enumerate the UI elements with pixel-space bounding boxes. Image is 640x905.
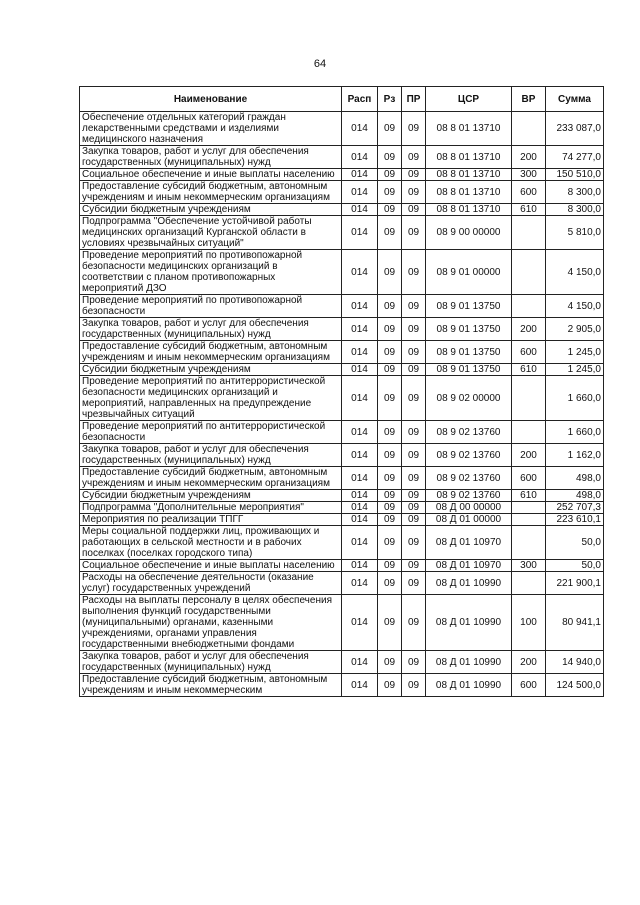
row-rz: 09 — [378, 250, 402, 295]
row-name: Закупка товаров, работ и услуг для обеспечения государственных (муниципальных) нужд — [80, 651, 342, 674]
row-rasp: 014 — [342, 318, 378, 341]
table-header — [80, 87, 604, 112]
row-pr: 09 — [402, 526, 426, 560]
row-rz: 09 — [378, 295, 402, 318]
row-sum: 1 245,0 — [546, 341, 604, 364]
table-row — [80, 376, 604, 421]
row-rasp: 014 — [342, 467, 378, 490]
row-csr: 08 9 00 00000 — [426, 216, 512, 250]
table-row — [80, 318, 604, 341]
row-sum: 221 900,1 — [546, 572, 604, 595]
row-rasp: 014 — [342, 216, 378, 250]
row-vr — [512, 295, 546, 318]
row-csr: 08 Д 01 00000 — [426, 514, 512, 526]
col-header-csr: ЦСР — [426, 87, 512, 112]
row-rz: 09 — [378, 341, 402, 364]
row-name: Предоставление субсидий бюджетным, автономным учреждениям и иным некоммерческим организациям — [80, 341, 342, 364]
row-csr: 08 Д 01 10990 — [426, 572, 512, 595]
budget-table — [79, 86, 604, 697]
row-sum: 1 245,0 — [546, 364, 604, 376]
row-csr: 08 9 01 13750 — [426, 364, 512, 376]
row-name: Проведение мероприятий по противопожарной безопасности медицинских организаций в соответствии с планом противопожарных мероприятий ДЗО — [80, 250, 342, 295]
row-sum: 8 300,0 — [546, 204, 604, 216]
row-rz: 09 — [378, 112, 402, 146]
row-name: Меры социальной поддержки лиц, проживающих и работающих в сельской местности и в рабочих поселках (поселках городского типа) — [80, 526, 342, 560]
row-pr: 09 — [402, 250, 426, 295]
row-csr: 08 8 01 13710 — [426, 169, 512, 181]
row-name: Субсидии бюджетным учреждениям — [80, 364, 342, 376]
row-name: Подпрограмма "Обеспечение устойчивой работы медицинских организаций Курганской области в условиях чрезвычайных ситуаций" — [80, 216, 342, 250]
row-rz: 09 — [378, 169, 402, 181]
row-vr — [512, 112, 546, 146]
row-csr: 08 9 01 13750 — [426, 295, 512, 318]
row-sum: 80 941,1 — [546, 595, 604, 651]
table-body — [80, 112, 604, 697]
row-csr: 08 Д 01 10990 — [426, 674, 512, 697]
row-csr: 08 8 01 13710 — [426, 181, 512, 204]
row-vr: 610 — [512, 490, 546, 502]
row-csr: 08 Д 00 00000 — [426, 502, 512, 514]
row-vr: 200 — [512, 146, 546, 169]
row-sum: 498,0 — [546, 490, 604, 502]
row-rz: 09 — [378, 651, 402, 674]
row-sum: 252 707,3 — [546, 502, 604, 514]
row-rasp: 014 — [342, 181, 378, 204]
col-header-vr: ВР — [512, 87, 546, 112]
col-header-rasp: Расп — [342, 87, 378, 112]
table-row — [80, 526, 604, 560]
row-sum: 2 905,0 — [546, 318, 604, 341]
row-rz: 09 — [378, 318, 402, 341]
row-rz: 09 — [378, 526, 402, 560]
row-vr: 610 — [512, 204, 546, 216]
row-name: Социальное обеспечение и иные выплаты населению — [80, 169, 342, 181]
row-vr: 200 — [512, 318, 546, 341]
col-header-name: Наименование — [80, 87, 342, 112]
row-vr — [512, 572, 546, 595]
table-row — [80, 467, 604, 490]
row-pr: 09 — [402, 204, 426, 216]
row-rz: 09 — [378, 560, 402, 572]
row-vr — [512, 250, 546, 295]
row-vr: 600 — [512, 467, 546, 490]
row-pr: 09 — [402, 364, 426, 376]
table-row — [80, 444, 604, 467]
row-sum: 50,0 — [546, 526, 604, 560]
row-rasp: 014 — [342, 341, 378, 364]
row-csr: 08 Д 01 10970 — [426, 560, 512, 572]
row-csr: 08 9 01 13750 — [426, 318, 512, 341]
table-row — [80, 250, 604, 295]
row-sum: 1 660,0 — [546, 421, 604, 444]
table-row — [80, 560, 604, 572]
row-rasp: 014 — [342, 674, 378, 697]
table-row — [80, 502, 604, 514]
row-name: Субсидии бюджетным учреждениям — [80, 204, 342, 216]
table-row — [80, 181, 604, 204]
row-rz: 09 — [378, 364, 402, 376]
row-vr: 600 — [512, 674, 546, 697]
row-csr: 08 9 02 00000 — [426, 376, 512, 421]
row-vr — [512, 514, 546, 526]
table-row — [80, 572, 604, 595]
row-pr: 09 — [402, 514, 426, 526]
table-row — [80, 112, 604, 146]
row-name: Обеспечение отдельных категорий граждан лекарственными средствами и изделиями медицинского назначения — [80, 112, 342, 146]
row-rasp: 014 — [342, 376, 378, 421]
row-vr — [512, 526, 546, 560]
header-row — [80, 87, 604, 112]
row-csr: 08 9 02 13760 — [426, 490, 512, 502]
row-rasp: 014 — [342, 490, 378, 502]
row-sum: 50,0 — [546, 560, 604, 572]
row-pr: 09 — [402, 376, 426, 421]
col-header-rz: Рз — [378, 87, 402, 112]
row-rz: 09 — [378, 216, 402, 250]
row-name: Субсидии бюджетным учреждениям — [80, 490, 342, 502]
row-name: Проведение мероприятий по антитеррористической безопасности медицинских организаций и мероприятий, направленных на предупреждение чрезвычайных ситуаций — [80, 376, 342, 421]
row-vr — [512, 502, 546, 514]
row-sum: 1 162,0 — [546, 444, 604, 467]
row-csr: 08 9 02 13760 — [426, 467, 512, 490]
row-name: Закупка товаров, работ и услуг для обеспечения государственных (муниципальных) нужд — [80, 318, 342, 341]
row-rasp: 014 — [342, 421, 378, 444]
row-rz: 09 — [378, 674, 402, 697]
row-name: Предоставление субсидий бюджетным, автономным учреждениям и иным некоммерческим организациям — [80, 467, 342, 490]
row-vr — [512, 376, 546, 421]
row-rasp: 014 — [342, 250, 378, 295]
row-csr: 08 Д 01 10990 — [426, 651, 512, 674]
row-pr: 09 — [402, 595, 426, 651]
row-pr: 09 — [402, 341, 426, 364]
row-name: Социальное обеспечение и иные выплаты населению — [80, 560, 342, 572]
row-rz: 09 — [378, 572, 402, 595]
row-sum: 223 610,1 — [546, 514, 604, 526]
row-pr: 09 — [402, 112, 426, 146]
table-row — [80, 651, 604, 674]
row-sum: 4 150,0 — [546, 295, 604, 318]
row-rasp: 014 — [342, 651, 378, 674]
col-header-sum: Сумма — [546, 87, 604, 112]
row-rz: 09 — [378, 595, 402, 651]
row-pr: 09 — [402, 674, 426, 697]
row-rasp: 014 — [342, 572, 378, 595]
row-rz: 09 — [378, 146, 402, 169]
table-row — [80, 204, 604, 216]
row-sum: 150 510,0 — [546, 169, 604, 181]
row-rasp: 014 — [342, 444, 378, 467]
row-name: Мероприятия по реализации ТПГГ — [80, 514, 342, 526]
row-rasp: 014 — [342, 364, 378, 376]
row-csr: 08 8 01 13710 — [426, 112, 512, 146]
row-pr: 09 — [402, 295, 426, 318]
row-sum: 14 940,0 — [546, 651, 604, 674]
row-pr: 09 — [402, 146, 426, 169]
row-vr: 100 — [512, 595, 546, 651]
row-vr: 200 — [512, 651, 546, 674]
table-row — [80, 514, 604, 526]
row-rz: 09 — [378, 502, 402, 514]
row-vr — [512, 216, 546, 250]
row-vr: 600 — [512, 181, 546, 204]
row-rz: 09 — [378, 204, 402, 216]
row-pr: 09 — [402, 560, 426, 572]
row-csr: 08 Д 01 10990 — [426, 595, 512, 651]
table-row — [80, 364, 604, 376]
row-vr: 300 — [512, 169, 546, 181]
row-rasp: 014 — [342, 146, 378, 169]
row-sum: 8 300,0 — [546, 181, 604, 204]
row-name: Предоставление субсидий бюджетным, автономным учреждениям и иным некоммерческим организациям — [80, 181, 342, 204]
row-rasp: 014 — [342, 502, 378, 514]
row-csr: 08 Д 01 10970 — [426, 526, 512, 560]
row-name: Расходы на обеспечение деятельности (оказание услуг) государственных учреждений — [80, 572, 342, 595]
row-rz: 09 — [378, 467, 402, 490]
table-row — [80, 490, 604, 502]
row-pr: 09 — [402, 467, 426, 490]
row-pr: 09 — [402, 572, 426, 595]
row-rasp: 014 — [342, 595, 378, 651]
row-name: Закупка товаров, работ и услуг для обеспечения государственных (муниципальных) нужд — [80, 444, 342, 467]
row-rz: 09 — [378, 490, 402, 502]
row-csr: 08 8 01 13710 — [426, 146, 512, 169]
row-rz: 09 — [378, 181, 402, 204]
row-rz: 09 — [378, 376, 402, 421]
row-rasp: 014 — [342, 560, 378, 572]
row-pr: 09 — [402, 421, 426, 444]
row-sum: 1 660,0 — [546, 376, 604, 421]
row-name: Подпрограмма "Дополнительные мероприятия" — [80, 502, 342, 514]
row-pr: 09 — [402, 444, 426, 467]
row-pr: 09 — [402, 216, 426, 250]
row-vr — [512, 421, 546, 444]
row-csr: 08 9 01 13750 — [426, 341, 512, 364]
table-row — [80, 169, 604, 181]
row-rasp: 014 — [342, 295, 378, 318]
row-vr: 610 — [512, 364, 546, 376]
row-name: Проведение мероприятий по антитеррористической безопасности — [80, 421, 342, 444]
row-pr: 09 — [402, 169, 426, 181]
row-name: Расходы на выплаты персоналу в целях обеспечения выполнения функций государственными (муниципальными) органами, казенными учреждениями, органами управления государственными внебюджетными фондами — [80, 595, 342, 651]
row-pr: 09 — [402, 502, 426, 514]
row-vr: 300 — [512, 560, 546, 572]
row-sum: 5 810,0 — [546, 216, 604, 250]
row-rasp: 014 — [342, 514, 378, 526]
table-row — [80, 146, 604, 169]
row-rasp: 014 — [342, 204, 378, 216]
row-vr: 600 — [512, 341, 546, 364]
row-name: Предоставление субсидий бюджетным, автономным учреждениям и иным некоммерческим — [80, 674, 342, 697]
row-sum: 233 087,0 — [546, 112, 604, 146]
row-pr: 09 — [402, 318, 426, 341]
row-pr: 09 — [402, 181, 426, 204]
row-name: Закупка товаров, работ и услуг для обеспечения государственных (муниципальных) нужд — [80, 146, 342, 169]
col-header-pr: ПР — [402, 87, 426, 112]
table-row — [80, 295, 604, 318]
row-sum: 498,0 — [546, 467, 604, 490]
row-pr: 09 — [402, 490, 426, 502]
page-number: 64 — [313, 58, 327, 70]
row-rz: 09 — [378, 421, 402, 444]
row-vr: 200 — [512, 444, 546, 467]
row-name: Проведение мероприятий по противопожарной безопасности — [80, 295, 342, 318]
table-row — [80, 341, 604, 364]
row-csr: 08 9 01 00000 — [426, 250, 512, 295]
row-sum: 124 500,0 — [546, 674, 604, 697]
table-row — [80, 674, 604, 697]
row-pr: 09 — [402, 651, 426, 674]
row-rasp: 014 — [342, 526, 378, 560]
table-row — [80, 216, 604, 250]
table-row — [80, 421, 604, 444]
row-rasp: 014 — [342, 112, 378, 146]
row-sum: 4 150,0 — [546, 250, 604, 295]
table-row — [80, 595, 604, 651]
row-rasp: 014 — [342, 169, 378, 181]
row-csr: 08 8 01 13710 — [426, 204, 512, 216]
row-rz: 09 — [378, 444, 402, 467]
row-csr: 08 9 02 13760 — [426, 444, 512, 467]
row-csr: 08 9 02 13760 — [426, 421, 512, 444]
row-rz: 09 — [378, 514, 402, 526]
row-sum: 74 277,0 — [546, 146, 604, 169]
